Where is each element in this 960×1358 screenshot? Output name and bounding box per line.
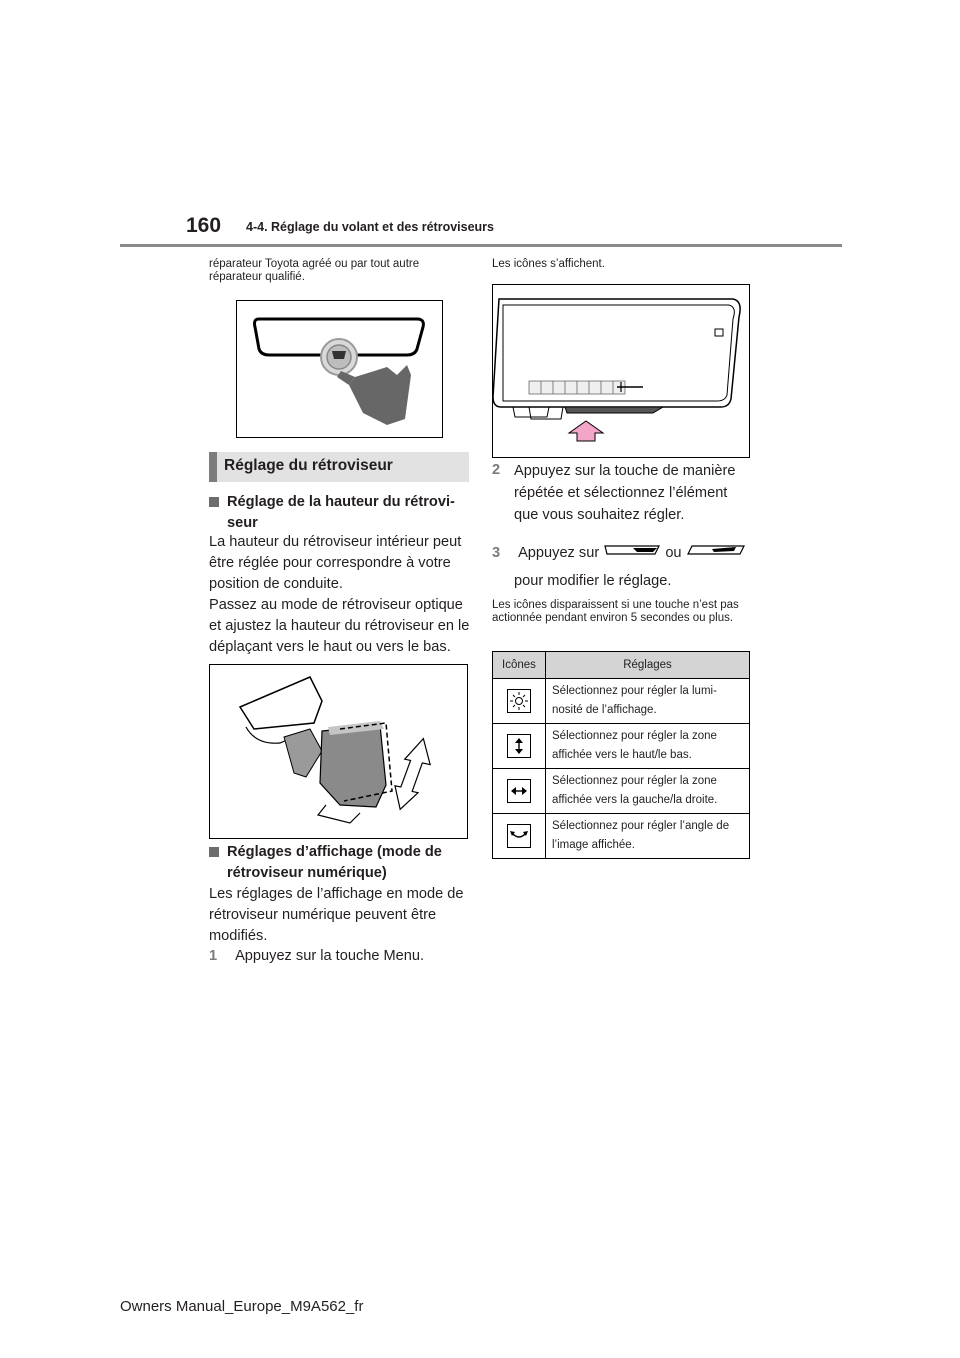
- table-desc-cell: Sélectionnez pour régler la zone affichée vers le haut/le bas.: [546, 724, 750, 769]
- page-number: 160: [186, 214, 222, 237]
- digital-mirror-illustration: [493, 285, 749, 457]
- subheading-display-settings: [209, 842, 471, 884]
- step-2: [492, 460, 750, 526]
- menu-icon-strip: [529, 381, 643, 394]
- paragraph-display-1: Les réglages de l’affichage en mode de rétroviseur numérique peuvent être modifiés.: [209, 886, 464, 944]
- brightness-icon: [507, 689, 531, 713]
- heading-stripe: [209, 452, 217, 482]
- right-button-icon: [686, 542, 746, 564]
- paragraph-height-2: Passez au mode de rétroviseur optique et ajustez la hauteur du rétroviseur en le déplaçant vers le haut ou vers le bas.: [209, 597, 470, 655]
- horizontal-arrows-icon: [507, 779, 531, 803]
- table-desc-cell: Sélectionnez pour régler l’angle de l’image affichée.: [546, 814, 750, 859]
- table-row: [493, 814, 750, 859]
- table-desc-cell: Sélectionnez pour régler la lumi-nosité de l’affichage.: [546, 679, 750, 724]
- table-icon-cell: [493, 724, 546, 769]
- step-3-or: ou: [665, 545, 682, 561]
- step-1: [209, 946, 471, 967]
- section-heading-text: Réglage du rétroviseur: [224, 457, 393, 474]
- table-row: [493, 769, 750, 814]
- paragraph-height-1: La hauteur du rétroviseur intérieur peut être réglée pour correspondre à votre position de conduite.: [209, 534, 462, 592]
- step-1-text: Appuyez sur la touche Menu.: [235, 948, 425, 964]
- section-title: 4-4. Réglage du volant et des rétroviseurs: [246, 220, 494, 234]
- header-rule: [120, 244, 842, 247]
- col-header-icons: Icônes: [493, 652, 546, 679]
- mirror-height-illustration: [210, 665, 467, 838]
- step-1-number: 1: [209, 948, 218, 964]
- step-3-number: 3: [492, 545, 501, 561]
- col-header-settings: Réglages: [546, 652, 750, 679]
- table-header-row: [493, 652, 750, 679]
- table-icon-cell: [493, 814, 546, 859]
- subheading-display-text: Réglages d’affichage (mode de rétroviseur numérique): [227, 844, 442, 881]
- figure-digital-mirror-menu: [492, 284, 750, 458]
- table-icon-cell: [493, 679, 546, 724]
- table-row: [493, 724, 750, 769]
- footer-doc-id: Owners Manual_Europe_M9A562_fr: [120, 1298, 364, 1315]
- left-intro-text: réparateur Toyota agréé ou par tout autre réparateur qualifié.: [209, 258, 420, 283]
- icons-note: Les icônes disparaissent si une touche n’est pas actionnée pendant environ 5 secondes ou plus.: [492, 599, 739, 624]
- angle-icon: [507, 824, 531, 848]
- step-3-text-b: pour modifier le réglage.: [514, 573, 672, 590]
- section-heading: [209, 452, 469, 482]
- subheading-height-text: Réglage de la hauteur du rétrovi-seur: [227, 494, 455, 531]
- step-3: [492, 542, 750, 592]
- vertical-arrows-icon: [507, 734, 531, 758]
- subheading-height-adjust: [209, 492, 469, 534]
- left-button-icon: [603, 542, 661, 564]
- right-intro-text: Les icônes s’affichent.: [492, 258, 605, 270]
- step-3-text-a: Appuyez sur: [518, 545, 600, 561]
- settings-table: [492, 651, 750, 859]
- table-desc-cell: Sélectionnez pour régler la zone affichée vers la gauche/la droite.: [546, 769, 750, 814]
- table-row: [493, 679, 750, 724]
- bullet-square-icon: [209, 497, 219, 507]
- table-icon-cell: [493, 769, 546, 814]
- figure-mirror-height: [209, 664, 468, 839]
- step-2-text: Appuyez sur la touche de manière répétée et sélectionnez l’élément que vous souhaitez régler.: [514, 463, 736, 523]
- figure-mirror-button-press: [236, 300, 443, 438]
- step-2-number: 2: [492, 462, 501, 478]
- mirror-button-illustration: [237, 301, 442, 437]
- bullet-square-icon: [209, 847, 219, 857]
